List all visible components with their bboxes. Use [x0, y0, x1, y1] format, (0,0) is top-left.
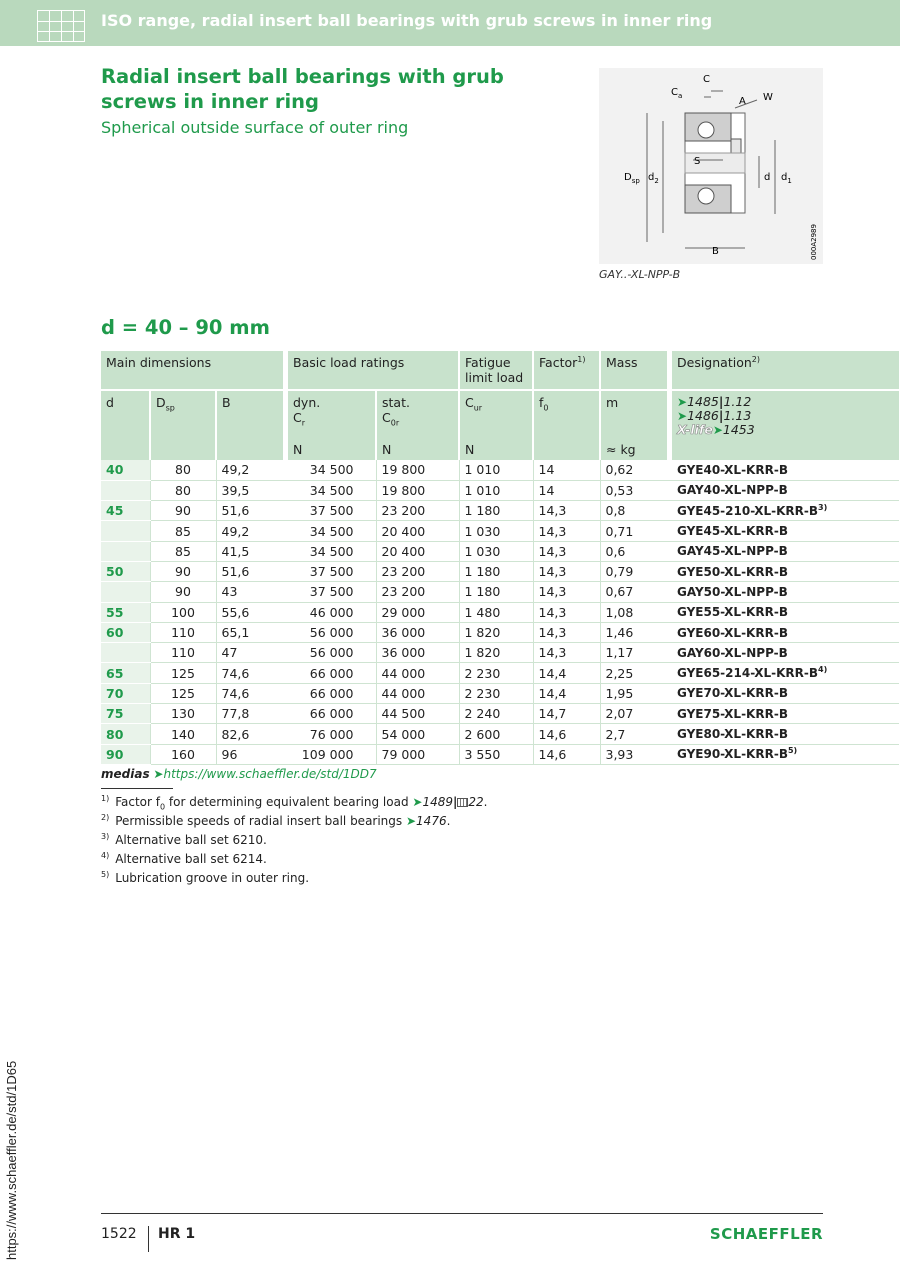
page-subtitle: Spherical outside surface of outer ring: [101, 118, 409, 137]
footnote-3: $^{3)}$ Alternative ball set 6210.: [101, 832, 267, 847]
cell-cur: 1 820: [459, 643, 533, 663]
cell-f0: 14: [533, 460, 600, 480]
cell-m: 0,79: [600, 561, 667, 581]
cell-cur: 3 550: [459, 744, 533, 764]
cell-cur: 1 030: [459, 541, 533, 561]
ref-1486[interactable]: ➤1486|1.13: [677, 408, 752, 423]
designation-footnote-ref: 3): [818, 502, 828, 512]
cell-cr: 66 000: [288, 704, 376, 724]
cell-cur: 2 600: [459, 724, 533, 744]
dim-d-label: d: [764, 172, 771, 183]
cell-m: 0,67: [600, 582, 667, 602]
dim-s-label: S: [694, 156, 701, 167]
cell-cr: 56 000: [288, 622, 376, 642]
col-cur: $C_{ur}$ N: [459, 390, 533, 460]
footer-divider: [148, 1226, 149, 1252]
cell-c0r: 36 000: [376, 622, 459, 642]
footnote-2: $^{2)}$ Permissible speeds of radial insert ball bearings ➤1476.: [101, 813, 451, 828]
ref-xlife-1453[interactable]: X-life➤1453: [677, 422, 755, 437]
footnotes: [101, 793, 488, 888]
cell-m: 3,93: [600, 744, 667, 764]
cell-f0: 14,3: [533, 622, 600, 642]
dim-c-label: C: [703, 74, 710, 85]
cell-dsp: 110: [150, 622, 216, 642]
cell-f0: 14,4: [533, 663, 600, 683]
cell-cur: 1 180: [459, 561, 533, 581]
cell-d: 40: [101, 460, 150, 480]
cell-d: 75: [101, 704, 150, 724]
cell-cur: 1 180: [459, 501, 533, 521]
cell-f0: 14,6: [533, 724, 600, 744]
bearing-table: [101, 351, 899, 765]
footnote-1: $^{1)}$ Factor $f_0$ for determining equivalent bearing load ➤1489| 22.: [101, 794, 488, 812]
cell-cur: 2 230: [459, 683, 533, 703]
cell-d: [101, 480, 150, 500]
cell-b: 51,6: [216, 501, 283, 521]
cell-cur: 1 180: [459, 582, 533, 602]
cell-c0r: 79 000: [376, 744, 459, 764]
cell-m: 0,8: [600, 501, 667, 521]
cell-d: [101, 643, 150, 663]
cell-dsp: 100: [150, 602, 216, 622]
table-grid-icon: [37, 10, 85, 42]
designation-footnote-ref: 4): [818, 665, 828, 675]
xlife-logo: X-life: [677, 422, 713, 437]
cell-f0: 14,3: [533, 541, 600, 561]
cell-c0r: 44 000: [376, 683, 459, 703]
cell-dsp: 80: [150, 480, 216, 500]
cell-c0r: 19 800: [376, 460, 459, 480]
cell-cr: 56 000: [288, 643, 376, 663]
cell-cr: 37 500: [288, 582, 376, 602]
cell-c0r: 23 200: [376, 501, 459, 521]
cell-d: [101, 582, 150, 602]
cell-dsp: 90: [150, 582, 216, 602]
cell-cur: 2 240: [459, 704, 533, 724]
medias-link[interactable]: https://www.schaeffler.de/std/1DD7: [163, 767, 377, 781]
cell-f0: 14,7: [533, 704, 600, 724]
table-row: [101, 501, 899, 521]
cell-b: 74,6: [216, 663, 283, 683]
cell-desig: GYE50-XL-KRR-B: [672, 561, 899, 581]
drawing-code: 000A2989: [810, 224, 818, 260]
header-title: ISO range, radial insert ball bearings with grub screws in inner ring: [101, 11, 713, 30]
col-designation-refs: [672, 390, 899, 460]
cell-m: 2,7: [600, 724, 667, 744]
cell-c0r: 54 000: [376, 724, 459, 744]
cell-c0r: 36 000: [376, 643, 459, 663]
cell-cur: 1 010: [459, 460, 533, 480]
medias-line: medias ➤https://www.schaeffler.de/std/1DD7: [101, 767, 377, 781]
group-main-dimensions: Main dimensions: [101, 351, 283, 390]
dim-ca-label: $C_a$: [671, 87, 683, 100]
table-row: [101, 582, 899, 602]
cell-m: 1,46: [600, 622, 667, 642]
group-fatigue-limit-load: Fatigue limit load: [459, 351, 533, 390]
cell-d: 50: [101, 561, 150, 581]
cell-b: 41,5: [216, 541, 283, 561]
cell-c0r: 44 500: [376, 704, 459, 724]
cell-f0: 14,4: [533, 683, 600, 703]
dim-dsp-label: $D_{sp}$: [624, 172, 640, 185]
cell-desig: $GYE45-210-XL-KRR-B^{3)}$: [672, 501, 899, 521]
cell-m: 1,08: [600, 602, 667, 622]
cell-c0r: 44 000: [376, 663, 459, 683]
table-row: [101, 561, 899, 581]
table-row: [101, 602, 899, 622]
table-row: [101, 704, 899, 724]
ref-1485[interactable]: ➤1485|1.12: [677, 394, 752, 409]
col-m: m ≈ kg: [600, 390, 667, 460]
cell-desig: GYE70-XL-KRR-B: [672, 683, 899, 703]
table-row: [101, 643, 899, 663]
cell-c0r: 29 000: [376, 602, 459, 622]
cell-d: 80: [101, 724, 150, 744]
dim-w-label: W: [763, 92, 773, 103]
cell-cr: 66 000: [288, 683, 376, 703]
section-label: HR 1: [158, 1226, 196, 1242]
cell-d: 45: [101, 501, 150, 521]
cell-b: 43: [216, 582, 283, 602]
cell-desig: GYE75-XL-KRR-B: [672, 704, 899, 724]
cell-desig: GYE45-XL-KRR-B: [672, 521, 899, 541]
cell-dsp: 90: [150, 561, 216, 581]
cell-b: 77,8: [216, 704, 283, 724]
cell-cr: 37 500: [288, 501, 376, 521]
cell-b: 51,6: [216, 561, 283, 581]
cell-c0r: 20 400: [376, 521, 459, 541]
footnote-4: $^{4)}$ Alternative ball set 6214.: [101, 851, 267, 866]
cell-c0r: 20 400: [376, 541, 459, 561]
col-cr: dyn. $C_r$ N: [288, 390, 376, 460]
cell-b: 49,2: [216, 521, 283, 541]
cell-d: [101, 521, 150, 541]
footnote-rule: [101, 788, 173, 789]
cell-dsp: 125: [150, 683, 216, 703]
dim-b-label: B: [712, 246, 719, 257]
cell-desig: $GYE90-XL-KRR-B^{5)}$: [672, 744, 899, 764]
cell-m: 0,62: [600, 460, 667, 480]
col-d: d: [101, 390, 150, 460]
sidebar-url[interactable]: https://www.schaeffler.de/std/1D65: [4, 1060, 19, 1260]
cell-f0: 14,3: [533, 602, 600, 622]
cell-dsp: 160: [150, 744, 216, 764]
table-row: [101, 724, 899, 744]
cell-f0: 14,3: [533, 521, 600, 541]
cell-m: 0,53: [600, 480, 667, 500]
cell-b: 74,6: [216, 683, 283, 703]
cell-desig: GAY60-XL-NPP-B: [672, 643, 899, 663]
dim-d2-label: $d_2$: [648, 172, 659, 185]
dim-a-label: A: [739, 96, 746, 107]
table-row: [101, 622, 899, 642]
table-row: [101, 744, 899, 764]
cell-cr: 109 000: [288, 744, 376, 764]
page-title: Radial insert ball bearings with grub screws in inner ring: [101, 65, 504, 113]
table-row: [101, 460, 899, 480]
col-f0: $f_0$: [533, 390, 600, 460]
cell-dsp: 80: [150, 460, 216, 480]
footer-rule: [101, 1213, 823, 1214]
cell-dsp: 140: [150, 724, 216, 744]
cell-desig: $GYE65-214-XL-KRR-B^{4)}$: [672, 663, 899, 683]
cell-b: 82,6: [216, 724, 283, 744]
unit-n-cr: N: [293, 442, 303, 457]
cell-c0r: 19 800: [376, 480, 459, 500]
cell-cr: 34 500: [288, 541, 376, 561]
footnote-ref-1476[interactable]: 1476: [416, 814, 447, 828]
cell-desig: GYE80-XL-KRR-B: [672, 724, 899, 744]
cell-f0: 14,3: [533, 501, 600, 521]
designation-footnote-ref: 5): [787, 746, 798, 756]
cell-cr: 34 500: [288, 460, 376, 480]
table-row: [101, 541, 899, 561]
cell-desig: GYE60-XL-KRR-B: [672, 622, 899, 642]
bearing-drawing: [599, 68, 823, 264]
cell-m: 0,71: [600, 521, 667, 541]
cell-f0: 14,3: [533, 561, 600, 581]
cell-cr: 76 000: [288, 724, 376, 744]
cell-d: 65: [101, 663, 150, 683]
cell-m: 2,07: [600, 704, 667, 724]
cell-desig: GAY45-XL-NPP-B: [672, 541, 899, 561]
cell-cur: 1 010: [459, 480, 533, 500]
cell-dsp: 90: [150, 501, 216, 521]
cell-cur: 1 030: [459, 521, 533, 541]
group-factor: Factor$^{1)}$: [533, 351, 600, 390]
col-c0r: stat. $C_{0r}$ N: [376, 390, 459, 460]
cell-f0: 14: [533, 480, 600, 500]
table-row: [101, 480, 899, 500]
figure-caption: GAY..-XL-NPP-B: [599, 268, 681, 281]
cell-d: 60: [101, 622, 150, 642]
table-row: [101, 683, 899, 703]
cell-desig: GYE55-XL-KRR-B: [672, 602, 899, 622]
cell-f0: 14,3: [533, 643, 600, 663]
cell-desig: GAY40-XL-NPP-B: [672, 480, 899, 500]
cell-m: 0,6: [600, 541, 667, 561]
unit-kg: ≈ kg: [606, 442, 636, 457]
group-designation: Designation$^{2)}$: [672, 351, 899, 390]
col-dsp: $D_{sp}$: [150, 390, 216, 460]
cell-m: 2,25: [600, 663, 667, 683]
unit-n-c0r: N: [382, 442, 392, 457]
footnote-5: $^{5)}$ Lubrication groove in outer ring.: [101, 870, 310, 885]
page-number: 1522: [101, 1226, 137, 1242]
cell-b: 65,1: [216, 622, 283, 642]
group-basic-load-ratings: Basic load ratings: [288, 351, 459, 390]
table-small-icon: [457, 798, 468, 807]
cell-dsp: 110: [150, 643, 216, 663]
col-b: B: [216, 390, 283, 460]
cell-desig: GYE40-XL-KRR-B: [672, 460, 899, 480]
brand-logo: SCHAEFFLER: [709, 1225, 823, 1243]
cell-d: [101, 541, 150, 561]
cell-dsp: 85: [150, 541, 216, 561]
cell-cr: 37 500: [288, 561, 376, 581]
cell-cr: 66 000: [288, 663, 376, 683]
cell-f0: 14,3: [533, 582, 600, 602]
footnote-ref-1489[interactable]: 1489: [422, 795, 453, 809]
range-title: d = 40 – 90 mm: [101, 316, 270, 339]
cell-m: 1,95: [600, 683, 667, 703]
cell-dsp: 130: [150, 704, 216, 724]
cell-d: 55: [101, 602, 150, 622]
cell-cur: 1 480: [459, 602, 533, 622]
cell-cr: 46 000: [288, 602, 376, 622]
cell-f0: 14,6: [533, 744, 600, 764]
cell-m: 1,17: [600, 643, 667, 663]
cell-cur: 2 230: [459, 663, 533, 683]
cell-dsp: 85: [150, 521, 216, 541]
cell-d: 90: [101, 744, 150, 764]
table-row: [101, 663, 899, 683]
cell-cr: 34 500: [288, 521, 376, 541]
cell-desig: GAY50-XL-NPP-B: [672, 582, 899, 602]
header-bar: [0, 0, 900, 46]
cell-c0r: 23 200: [376, 561, 459, 581]
cell-cur: 1 820: [459, 622, 533, 642]
cell-b: 39,5: [216, 480, 283, 500]
dim-d1-label: $d_1$: [781, 172, 792, 185]
table-row: [101, 521, 899, 541]
cell-b: 96: [216, 744, 283, 764]
cell-c0r: 23 200: [376, 582, 459, 602]
cell-b: 47: [216, 643, 283, 663]
group-mass: Mass: [600, 351, 667, 390]
cell-d: 70: [101, 683, 150, 703]
unit-n-cur: N: [465, 442, 475, 457]
cell-cr: 34 500: [288, 480, 376, 500]
cell-b: 49,2: [216, 460, 283, 480]
cell-dsp: 125: [150, 663, 216, 683]
cell-b: 55,6: [216, 602, 283, 622]
